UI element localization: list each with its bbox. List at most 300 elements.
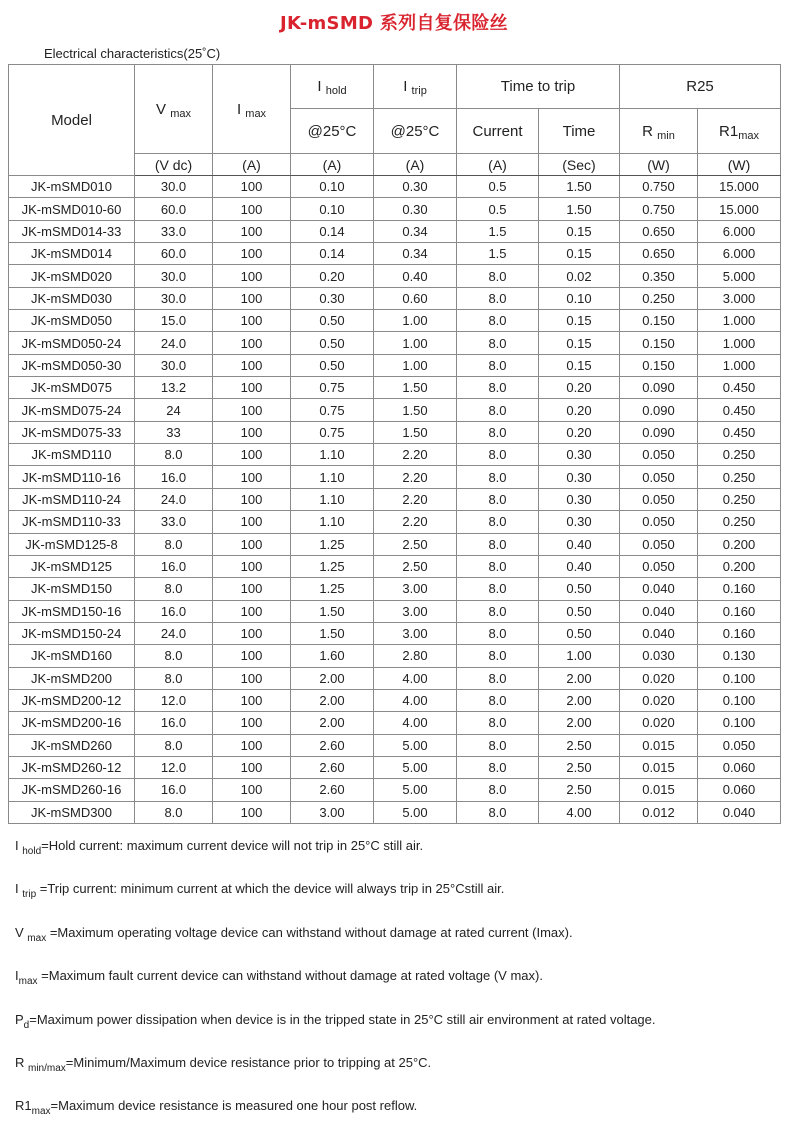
table-row: [9, 689, 781, 711]
value-cell: 0.050: [620, 533, 698, 555]
value-cell: 8.0: [457, 377, 539, 399]
value-cell: 100: [213, 734, 291, 756]
value-cell: 1.10: [291, 466, 374, 488]
value-cell: 0.020: [620, 712, 698, 734]
value-cell: 100: [213, 756, 291, 778]
value-cell: 5.00: [374, 801, 457, 823]
value-cell: 0.100: [698, 667, 781, 689]
value-cell: 100: [213, 243, 291, 265]
value-cell: 2.00: [291, 689, 374, 711]
value-cell: 0.050: [698, 734, 781, 756]
footnote: R $_{min/max}$=Minimum/Maximum device resistance prior to tripping at 25°C.: [15, 1054, 432, 1074]
value-cell: 8.0: [135, 801, 213, 823]
value-cell: 100: [213, 444, 291, 466]
value-cell: 1.50: [291, 622, 374, 644]
value-cell: 16.0: [135, 466, 213, 488]
model-cell: JK-mSMD020: [9, 265, 135, 287]
footnote: $R1_{max}=Maximum$ device resistance is measured one hour post reflow.: [15, 1098, 418, 1118]
value-cell: 100: [213, 645, 291, 667]
value-cell: 0.5: [457, 198, 539, 220]
model-cell: JK-mSMD050-30: [9, 354, 135, 376]
value-cell: 24.0: [135, 488, 213, 510]
value-cell: 0.15: [539, 310, 620, 332]
value-cell: 0.250: [698, 466, 781, 488]
value-cell: 1.10: [291, 444, 374, 466]
value-cell: 0.050: [620, 444, 698, 466]
value-cell: 4.00: [374, 689, 457, 711]
value-cell: 0.030: [620, 645, 698, 667]
value-cell: 100: [213, 310, 291, 332]
value-cell: 0.30: [291, 287, 374, 309]
header-current: Current: [457, 109, 539, 154]
value-cell: 0.150: [620, 354, 698, 376]
value-cell: 2.20: [374, 511, 457, 533]
table-row: [9, 578, 781, 600]
table-row: [9, 332, 781, 354]
value-cell: 0.40: [539, 533, 620, 555]
value-cell: 6.000: [698, 220, 781, 242]
value-cell: 0.50: [291, 332, 374, 354]
model-cell: JK-mSMD075: [9, 377, 135, 399]
value-cell: 0.02: [539, 265, 620, 287]
value-cell: 2.50: [539, 734, 620, 756]
value-cell: 0.050: [620, 466, 698, 488]
table-row: [9, 555, 781, 577]
value-cell: 0.450: [698, 377, 781, 399]
value-cell: 1.50: [374, 399, 457, 421]
value-cell: 0.60: [374, 287, 457, 309]
value-cell: 0.200: [698, 555, 781, 577]
value-cell: 100: [213, 488, 291, 510]
value-cell: 16.0: [135, 555, 213, 577]
document-title: JK-mSMD 系列自复保险丝: [280, 13, 508, 34]
model-cell: JK-mSMD125: [9, 555, 135, 577]
table-row: [9, 779, 781, 801]
value-cell: 2.00: [539, 712, 620, 734]
value-cell: 0.50: [539, 578, 620, 600]
header-itrip: I $_{trip}$: [374, 65, 457, 109]
value-cell: 0.30: [374, 176, 457, 198]
value-cell: 2.60: [291, 734, 374, 756]
table-caption: Electrical characteristics(25˚C): [44, 46, 221, 61]
value-cell: 2.20: [374, 488, 457, 510]
model-cell: JK-mSMD075-24: [9, 399, 135, 421]
value-cell: 2.00: [539, 689, 620, 711]
value-cell: 100: [213, 265, 291, 287]
table-row: [9, 488, 781, 510]
value-cell: 0.650: [620, 220, 698, 242]
model-cell: JK-mSMD014: [9, 243, 135, 265]
model-cell: JK-mSMD010: [9, 176, 135, 198]
value-cell: 2.60: [291, 779, 374, 801]
value-cell: 100: [213, 600, 291, 622]
value-cell: 0.040: [620, 622, 698, 644]
value-cell: 100: [213, 399, 291, 421]
table-row: [9, 712, 781, 734]
value-cell: 0.50: [291, 310, 374, 332]
model-cell: JK-mSMD110-33: [9, 511, 135, 533]
value-cell: 100: [213, 533, 291, 555]
value-cell: 0.015: [620, 734, 698, 756]
value-cell: 24.0: [135, 622, 213, 644]
unit-cell: (V dc): [135, 154, 213, 176]
value-cell: 0.750: [620, 198, 698, 220]
footnote: I $_{hold}$=Hold current: maximum current device will not trip in 25°C still air.: [15, 838, 424, 857]
model-cell: JK-mSMD050: [9, 310, 135, 332]
value-cell: 0.060: [698, 779, 781, 801]
value-cell: 1.60: [291, 645, 374, 667]
value-cell: 1.25: [291, 533, 374, 555]
value-cell: 30.0: [135, 354, 213, 376]
value-cell: 1.50: [539, 176, 620, 198]
value-cell: 1.5: [457, 220, 539, 242]
model-cell: JK-mSMD150: [9, 578, 135, 600]
value-cell: 16.0: [135, 600, 213, 622]
value-cell: 0.750: [620, 176, 698, 198]
value-cell: 0.200: [698, 533, 781, 555]
table-row: [9, 622, 781, 644]
model-cell: JK-mSMD050-24: [9, 332, 135, 354]
value-cell: 16.0: [135, 779, 213, 801]
footnotes: [15, 838, 785, 1142]
value-cell: 8.0: [457, 265, 539, 287]
value-cell: 1.5: [457, 243, 539, 265]
value-cell: 0.30: [539, 444, 620, 466]
model-cell: JK-mSMD110-24: [9, 488, 135, 510]
value-cell: 0.10: [291, 198, 374, 220]
value-cell: 0.050: [620, 488, 698, 510]
value-cell: 1.25: [291, 555, 374, 577]
value-cell: 8.0: [135, 667, 213, 689]
header-rmin: R $_{min}$: [620, 109, 698, 154]
model-cell: JK-mSMD150-16: [9, 600, 135, 622]
value-cell: 100: [213, 667, 291, 689]
value-cell: 1.00: [374, 310, 457, 332]
electrical-characteristics-table: [8, 64, 781, 824]
table-row: [9, 310, 781, 332]
value-cell: 33.0: [135, 220, 213, 242]
table-row: [9, 176, 781, 198]
value-cell: 8.0: [135, 734, 213, 756]
footnote: $P_d=Maximum$ power dissipation when device is in the tripped state in 25°C still air environment at rated voltage.: [15, 1011, 656, 1031]
footnote: V $_{max}$ =Maximum operating voltage device can withstand without damage at rated current (Imax).: [15, 924, 573, 944]
value-cell: 1.50: [374, 377, 457, 399]
value-cell: 8.0: [457, 555, 539, 577]
header-itrip-condition: @25°C: [374, 109, 457, 154]
model-cell: JK-mSMD014-33: [9, 220, 135, 242]
value-cell: 100: [213, 689, 291, 711]
value-cell: 8.0: [457, 310, 539, 332]
table-row: [9, 354, 781, 376]
value-cell: 4.00: [374, 667, 457, 689]
value-cell: 0.450: [698, 421, 781, 443]
value-cell: 8.0: [457, 801, 539, 823]
value-cell: 0.20: [291, 265, 374, 287]
value-cell: 100: [213, 779, 291, 801]
value-cell: 1.00: [539, 645, 620, 667]
value-cell: 100: [213, 712, 291, 734]
value-cell: 100: [213, 377, 291, 399]
value-cell: 8.0: [135, 645, 213, 667]
value-cell: 0.350: [620, 265, 698, 287]
model-cell: JK-mSMD160: [9, 645, 135, 667]
table-row: [9, 444, 781, 466]
value-cell: 0.30: [539, 488, 620, 510]
value-cell: 100: [213, 466, 291, 488]
value-cell: 0.30: [539, 511, 620, 533]
value-cell: 4.00: [539, 801, 620, 823]
value-cell: 0.130: [698, 645, 781, 667]
value-cell: 8.0: [457, 645, 539, 667]
value-cell: 0.250: [698, 488, 781, 510]
model-cell: JK-mSMD260-16: [9, 779, 135, 801]
value-cell: 4.00: [374, 712, 457, 734]
value-cell: 0.5: [457, 176, 539, 198]
value-cell: 100: [213, 287, 291, 309]
value-cell: 5.00: [374, 734, 457, 756]
value-cell: 2.80: [374, 645, 457, 667]
value-cell: 8.0: [457, 488, 539, 510]
value-cell: 100: [213, 511, 291, 533]
value-cell: 2.50: [539, 779, 620, 801]
value-cell: 30.0: [135, 287, 213, 309]
value-cell: 0.040: [698, 801, 781, 823]
value-cell: 0.015: [620, 756, 698, 778]
value-cell: 0.20: [539, 377, 620, 399]
value-cell: 1.25: [291, 578, 374, 600]
value-cell: 0.020: [620, 689, 698, 711]
value-cell: 0.50: [539, 622, 620, 644]
value-cell: 12.0: [135, 756, 213, 778]
value-cell: 2.00: [539, 667, 620, 689]
table-row: [9, 198, 781, 220]
value-cell: 8.0: [457, 622, 539, 644]
value-cell: 5.00: [374, 756, 457, 778]
value-cell: 2.00: [291, 667, 374, 689]
value-cell: 0.040: [620, 600, 698, 622]
value-cell: 15.000: [698, 198, 781, 220]
value-cell: 0.090: [620, 421, 698, 443]
value-cell: 100: [213, 555, 291, 577]
header-vmax: V $_{max}$: [135, 65, 213, 154]
model-cell: JK-mSMD125-8: [9, 533, 135, 555]
value-cell: 100: [213, 176, 291, 198]
model-cell: JK-mSMD030: [9, 287, 135, 309]
value-cell: 0.250: [698, 444, 781, 466]
value-cell: 8.0: [457, 466, 539, 488]
value-cell: 8.0: [457, 332, 539, 354]
value-cell: 60.0: [135, 198, 213, 220]
model-cell: JK-mSMD010-60: [9, 198, 135, 220]
model-cell: JK-mSMD300: [9, 801, 135, 823]
value-cell: 8.0: [135, 444, 213, 466]
value-cell: 1.00: [374, 354, 457, 376]
value-cell: 0.34: [374, 243, 457, 265]
value-cell: 30.0: [135, 176, 213, 198]
table-row: [9, 220, 781, 242]
value-cell: 1.000: [698, 354, 781, 376]
value-cell: 30.0: [135, 265, 213, 287]
header-time-to-trip: Time to trip: [457, 65, 620, 109]
value-cell: 0.40: [374, 265, 457, 287]
value-cell: 100: [213, 354, 291, 376]
header-imax: I $_{max}$: [213, 65, 291, 154]
value-cell: 8.0: [457, 421, 539, 443]
value-cell: 2.50: [374, 533, 457, 555]
value-cell: 0.15: [539, 243, 620, 265]
value-cell: 5.00: [374, 779, 457, 801]
value-cell: 0.34: [374, 220, 457, 242]
value-cell: 6.000: [698, 243, 781, 265]
table-row: [9, 243, 781, 265]
value-cell: 0.050: [620, 511, 698, 533]
value-cell: 0.450: [698, 399, 781, 421]
footnote: I $_{trip}$ =Trip current: minimum current at which the device will always trip in 25°Cstill air.: [15, 881, 505, 901]
value-cell: 1.000: [698, 332, 781, 354]
value-cell: 8.0: [457, 712, 539, 734]
model-cell: JK-mSMD200-16: [9, 712, 135, 734]
table-row: [9, 265, 781, 287]
value-cell: 16.0: [135, 712, 213, 734]
value-cell: 0.250: [620, 287, 698, 309]
model-cell: JK-mSMD075-33: [9, 421, 135, 443]
header-r25: R25: [620, 65, 781, 109]
value-cell: 12.0: [135, 689, 213, 711]
value-cell: 0.15: [539, 354, 620, 376]
value-cell: 8.0: [457, 533, 539, 555]
value-cell: 0.090: [620, 377, 698, 399]
model-cell: JK-mSMD150-24: [9, 622, 135, 644]
value-cell: 0.160: [698, 578, 781, 600]
value-cell: 8.0: [457, 734, 539, 756]
value-cell: 15.000: [698, 176, 781, 198]
value-cell: 1.50: [374, 421, 457, 443]
value-cell: 0.050: [620, 555, 698, 577]
value-cell: 8.0: [457, 354, 539, 376]
value-cell: 0.50: [291, 354, 374, 376]
value-cell: 2.00: [291, 712, 374, 734]
value-cell: 8.0: [457, 600, 539, 622]
unit-cell: (A): [213, 154, 291, 176]
value-cell: 1.10: [291, 511, 374, 533]
unit-cell: (W): [698, 154, 781, 176]
value-cell: 0.060: [698, 756, 781, 778]
value-cell: 0.012: [620, 801, 698, 823]
value-cell: 1.50: [291, 600, 374, 622]
table-row: [9, 533, 781, 555]
table-row: [9, 734, 781, 756]
value-cell: 3.00: [374, 578, 457, 600]
value-cell: 100: [213, 622, 291, 644]
value-cell: 1.000: [698, 310, 781, 332]
table-row: [9, 756, 781, 778]
value-cell: 13.2: [135, 377, 213, 399]
table-row: [9, 421, 781, 443]
value-cell: 0.160: [698, 600, 781, 622]
value-cell: 8.0: [457, 756, 539, 778]
value-cell: 2.50: [374, 555, 457, 577]
value-cell: 0.250: [698, 511, 781, 533]
value-cell: 0.30: [539, 466, 620, 488]
value-cell: 2.50: [539, 756, 620, 778]
value-cell: 0.15: [539, 332, 620, 354]
value-cell: 1.00: [374, 332, 457, 354]
footnote: $I_{max}$ =Maximum fault current device can withstand without damage at rated voltage (V max).: [15, 968, 543, 988]
value-cell: 0.75: [291, 377, 374, 399]
table-row: [9, 399, 781, 421]
table-row: [9, 466, 781, 488]
value-cell: 100: [213, 578, 291, 600]
value-cell: 8.0: [457, 667, 539, 689]
value-cell: 0.015: [620, 779, 698, 801]
value-cell: 0.30: [374, 198, 457, 220]
unit-cell: (A): [291, 154, 374, 176]
table-row: [9, 287, 781, 309]
model-cell: JK-mSMD110-16: [9, 466, 135, 488]
value-cell: 0.150: [620, 310, 698, 332]
value-cell: 100: [213, 421, 291, 443]
value-cell: 0.650: [620, 243, 698, 265]
unit-cell: (Sec): [539, 154, 620, 176]
value-cell: 0.040: [620, 578, 698, 600]
value-cell: 0.15: [539, 220, 620, 242]
value-cell: 24.0: [135, 332, 213, 354]
value-cell: 3.00: [374, 622, 457, 644]
value-cell: 8.0: [457, 578, 539, 600]
value-cell: 100: [213, 801, 291, 823]
value-cell: 0.75: [291, 421, 374, 443]
value-cell: 0.20: [539, 399, 620, 421]
value-cell: 2.20: [374, 466, 457, 488]
model-cell: JK-mSMD200-12: [9, 689, 135, 711]
unit-cell: (A): [457, 154, 539, 176]
value-cell: 8.0: [457, 689, 539, 711]
value-cell: 0.10: [539, 287, 620, 309]
header-time: Time: [539, 109, 620, 154]
value-cell: 60.0: [135, 243, 213, 265]
value-cell: 0.160: [698, 622, 781, 644]
value-cell: 1.10: [291, 488, 374, 510]
unit-cell: (A): [374, 154, 457, 176]
header-ihold: I $_{hold}$: [291, 65, 374, 109]
value-cell: 8.0: [457, 511, 539, 533]
value-cell: 3.00: [291, 801, 374, 823]
table-row: [9, 377, 781, 399]
value-cell: 8.0: [457, 287, 539, 309]
table-row: [9, 645, 781, 667]
value-cell: 0.020: [620, 667, 698, 689]
value-cell: 0.20: [539, 421, 620, 443]
value-cell: 1.50: [539, 198, 620, 220]
value-cell: 0.14: [291, 220, 374, 242]
value-cell: 0.150: [620, 332, 698, 354]
value-cell: 33: [135, 421, 213, 443]
value-cell: 100: [213, 220, 291, 242]
value-cell: 3.000: [698, 287, 781, 309]
table-row: [9, 801, 781, 823]
value-cell: 0.50: [539, 600, 620, 622]
value-cell: 0.40: [539, 555, 620, 577]
value-cell: 2.20: [374, 444, 457, 466]
value-cell: 2.60: [291, 756, 374, 778]
value-cell: 5.000: [698, 265, 781, 287]
header-ihold-condition: @25°C: [291, 109, 374, 154]
model-cell: JK-mSMD110: [9, 444, 135, 466]
value-cell: 0.10: [291, 176, 374, 198]
value-cell: 8.0: [457, 779, 539, 801]
table-row: [9, 511, 781, 533]
value-cell: 8.0: [135, 533, 213, 555]
